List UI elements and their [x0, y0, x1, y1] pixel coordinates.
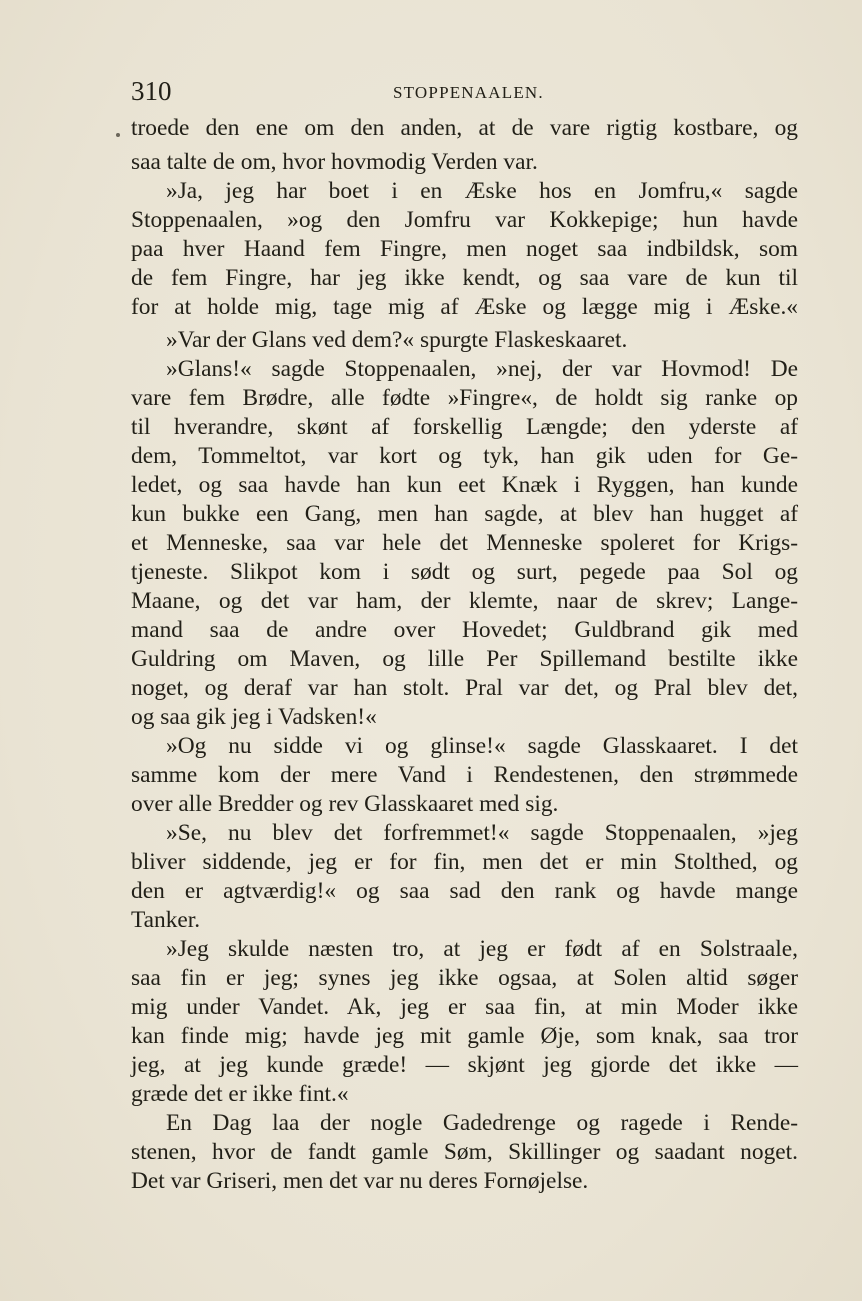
text-line: »Se, nu blev det forfremmet!« sagde Stoppenaalen, »jeg — [166, 820, 798, 846]
text-line: troede den ene om den anden, at de vare rigtig kostbare, og — [131, 115, 798, 141]
print-speck — [116, 133, 120, 137]
text-line: stenen, hvor de fandt gamle Søm, Skillinger og saadant noget. — [131, 1139, 798, 1165]
text-line: mand saa de andre over Hovedet; Guldbrand gik med — [131, 617, 798, 643]
text-line: »Var der Glans ved dem?« spurgte Flaskeskaaret. — [166, 327, 628, 353]
text-line: bliver siddende, jeg er for fin, men det er min Stolthed, og — [131, 849, 798, 875]
text-line: Det var Griseri, men det var nu deres Fornøjelse. — [131, 1168, 589, 1194]
text-line: saa talte de om, hvor hovmodig Verden var. — [131, 149, 538, 175]
text-line: paa hver Haand fem Fingre, men noget saa indbildsk, som — [131, 236, 798, 262]
text-line: græde det er ikke fint.« — [131, 1081, 349, 1107]
running-title: STOPPENAALEN. — [393, 83, 544, 102]
text-line: Tanker. — [131, 907, 201, 933]
text-line: kan finde mig; havde jeg mit gamle Øje, som knak, saa tror — [131, 1023, 798, 1049]
page-header — [131, 76, 799, 106]
text-line: den er agtværdig!« og saa sad den rank og havde mange — [131, 878, 798, 904]
text-line: jeg, at jeg kunde græde! — skjønt jeg gjorde det ikke — — [131, 1052, 798, 1078]
text-line: ledet, og saa havde han kun eet Knæk i Ryggen, han kunde — [131, 472, 798, 498]
text-line: for at holde mig, tage mig af Æske og lægge mig i Æske.« — [131, 294, 798, 320]
text-line: vare fem Brødre, alle fødte »Fingre«, de holdt sig ranke op — [131, 385, 798, 411]
text-line: Stoppenaalen, »og den Jomfru var Kokkepige; hun havde — [131, 207, 798, 233]
text-line: og saa gik jeg i Vadsken!« — [131, 704, 377, 730]
text-line: de fem Fingre, har jeg ikke kendt, og saa vare de kun til — [131, 265, 798, 291]
text-line: samme kom der mere Vand i Rendestenen, den strømmede — [131, 762, 798, 788]
text-line: En Dag laa der nogle Gadedrenge og ragede i Rende- — [166, 1110, 798, 1136]
text-line: dem, Tommeltot, var kort og tyk, han gik uden for Ge- — [131, 443, 798, 469]
page-number: 310 — [131, 76, 172, 106]
text-line: kun bukke een Gang, men han sagde, at blev han hugget af — [131, 501, 798, 527]
text-line: Guldring om Maven, og lille Per Spillemand bestilte ikke — [131, 646, 798, 672]
text-line: et Menneske, saa var hele det Menneske spoleret for Krigs- — [131, 530, 798, 556]
text-line: »Jeg skulde næsten tro, at jeg er født af en Solstraale, — [166, 936, 798, 962]
text-line: »Glans!« sagde Stoppenaalen, »nej, der var Hovmod! De — [166, 356, 798, 382]
text-line: Maane, og det var ham, der klemte, naar de skrev; Lange- — [131, 588, 798, 614]
text-line: tjeneste. Slikpot kom i sødt og surt, pegede paa Sol og — [131, 559, 798, 585]
text-line: »Ja, jeg har boet i en Æske hos en Jomfru,« sagde — [166, 178, 798, 204]
text-line: til hverandre, skønt af forskellig Længde; den yderste af — [131, 414, 798, 440]
text-line: »Og nu sidde vi og glinse!« sagde Glasskaaret. I det — [166, 733, 798, 759]
text-line: over alle Bredder og rev Glasskaaret med sig. — [131, 791, 559, 817]
text-line: noget, og deraf var han stolt. Pral var det, og Pral blev det, — [131, 675, 798, 701]
text-line: mig under Vandet. Ak, jeg er saa fin, at min Moder ikke — [131, 994, 798, 1020]
text-line: saa fin er jeg; synes jeg ikke ogsaa, at Solen altid søger — [131, 965, 798, 991]
